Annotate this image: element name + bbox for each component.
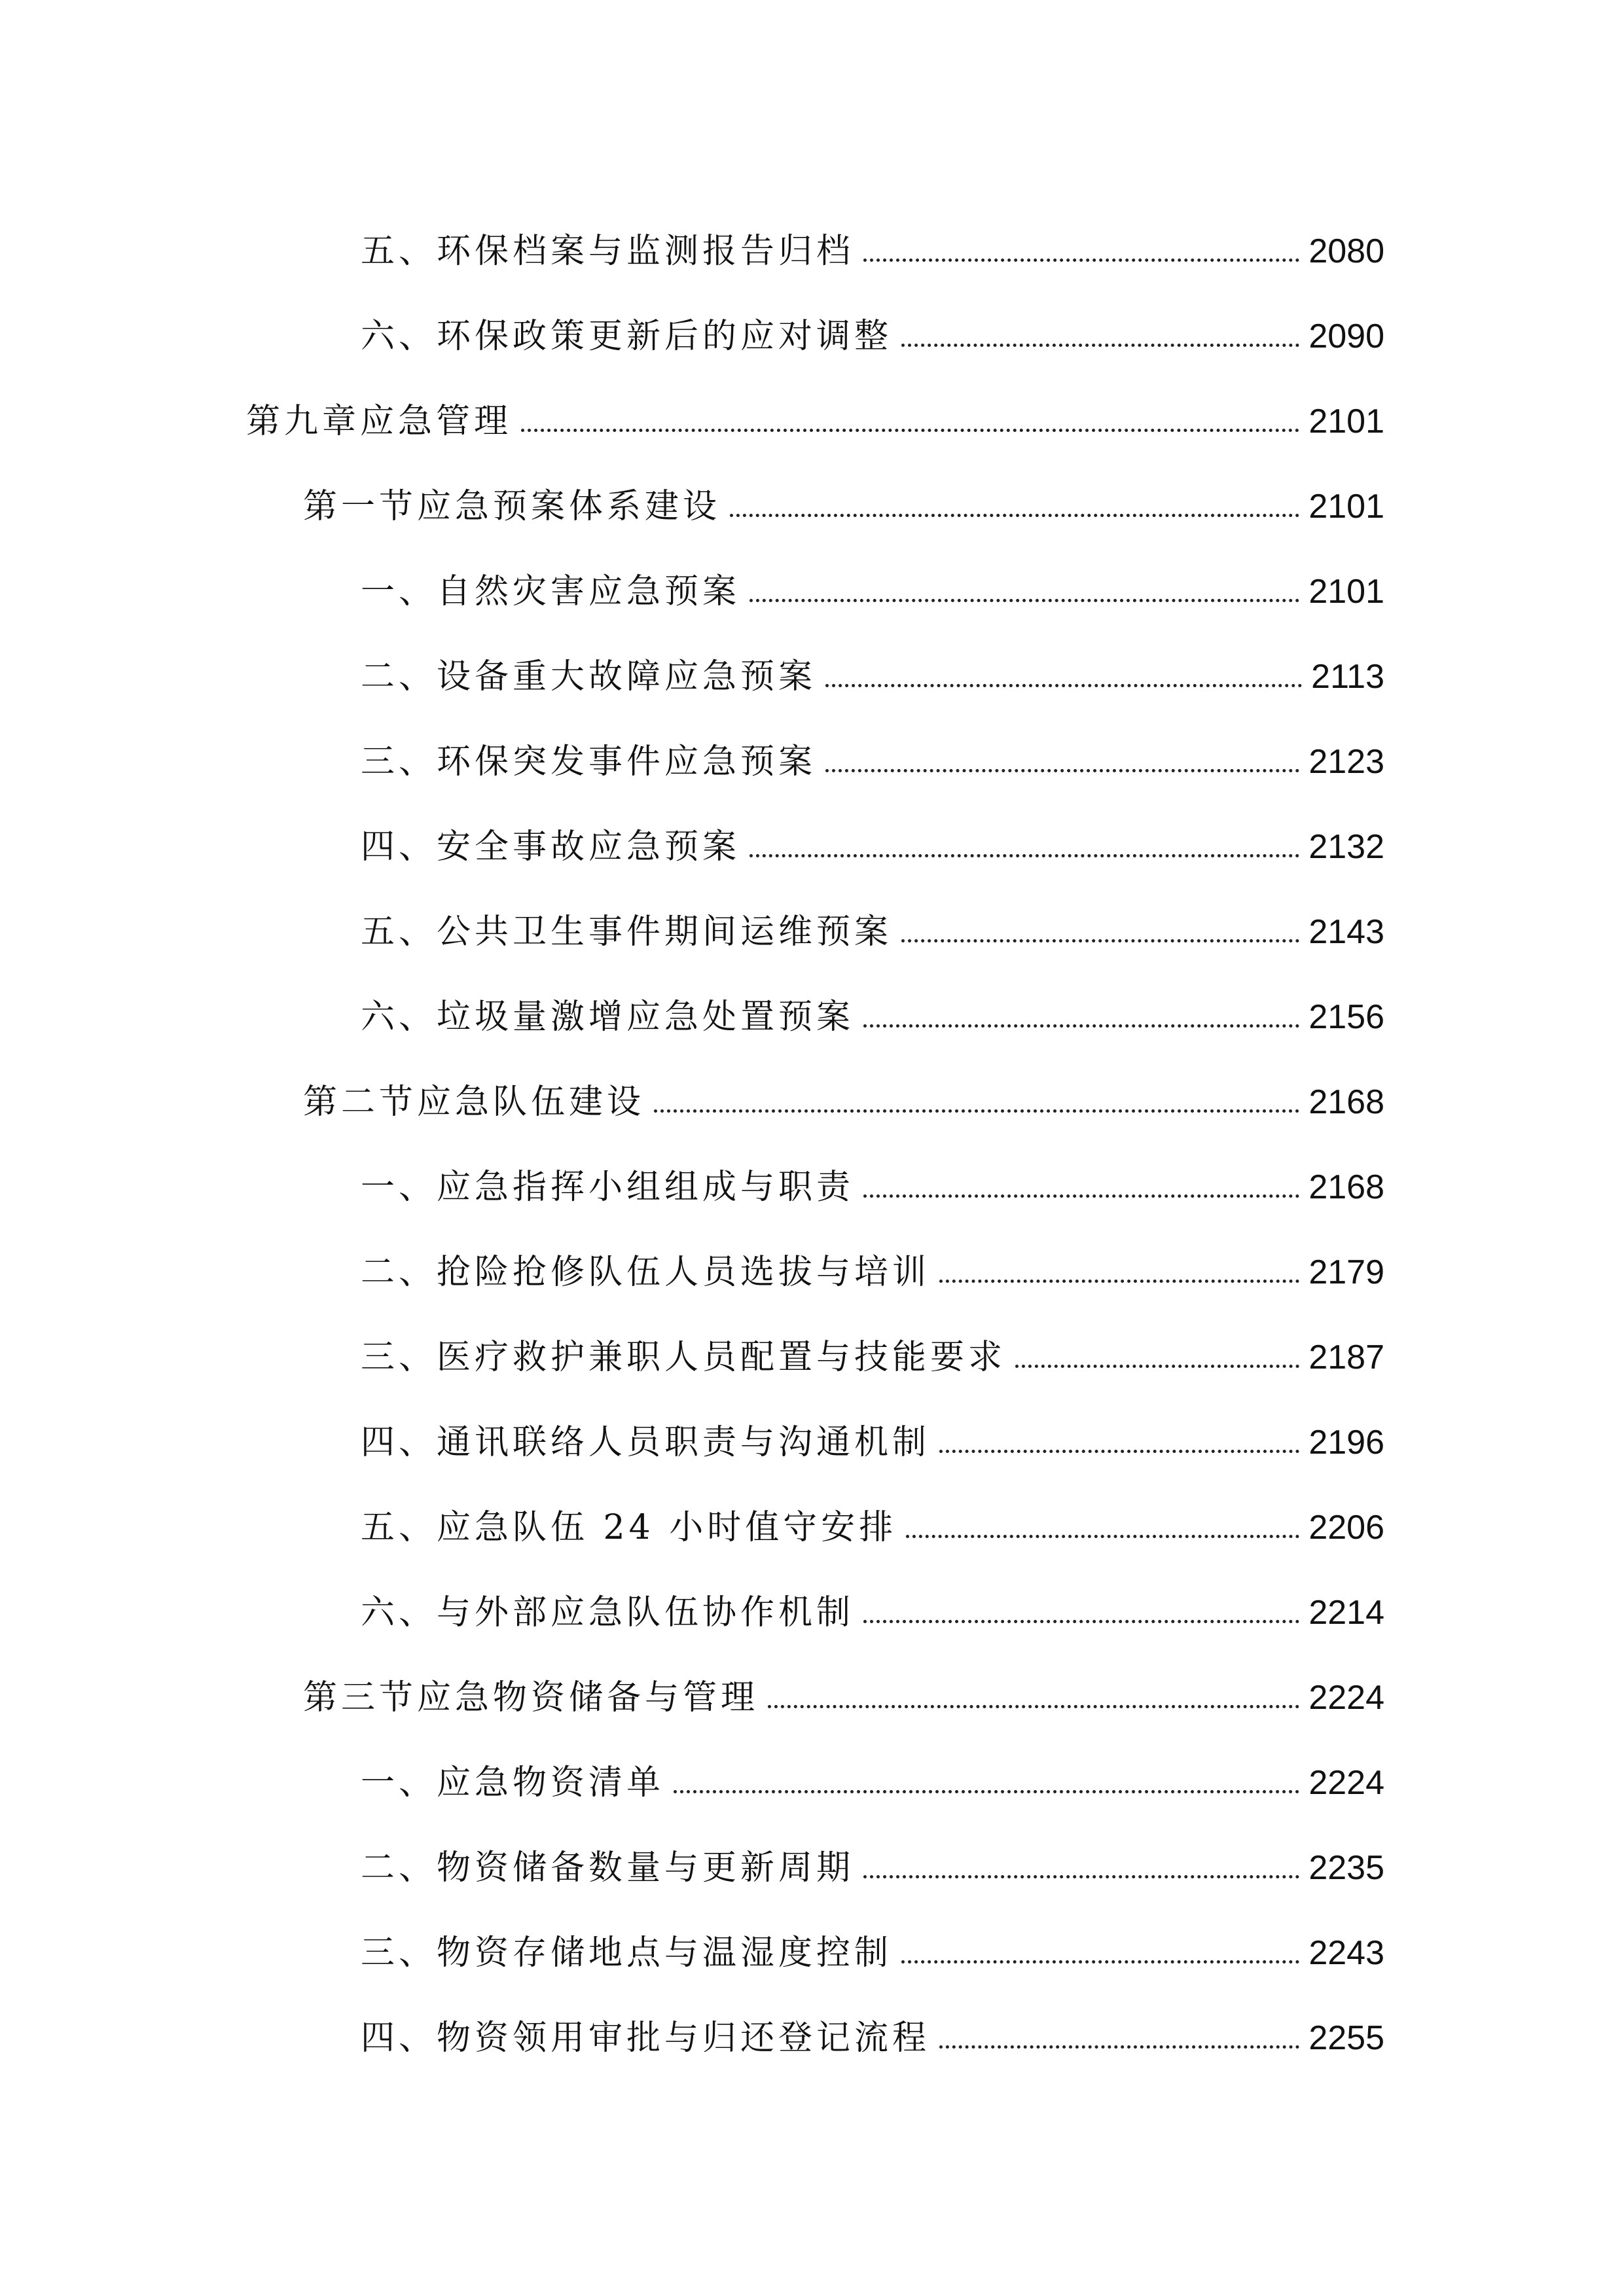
toc-entry-title: 五、环保档案与监测报告归档 — [361, 232, 855, 271]
toc-entry[interactable] — [361, 982, 1384, 1037]
toc-entry-title: 二、设备重大故障应急预案 — [361, 657, 817, 696]
toc-dot-leader — [768, 1705, 1299, 1708]
toc-entry-title: 六、垃圾量激增应急处置预案 — [361, 997, 855, 1037]
toc-dot-leader — [901, 1960, 1299, 1964]
toc-page-number: 2179 — [1308, 1253, 1384, 1291]
toc-dot-leader — [939, 2045, 1299, 2049]
toc-entry-section[interactable] — [303, 1067, 1384, 1122]
toc-dot-leader — [1015, 1365, 1299, 1368]
toc-entry-title: 三、医疗救护兼职人员配置与技能要求 — [361, 1338, 1007, 1377]
toc-entry[interactable] — [361, 301, 1384, 356]
toc-entry-title: 第二节应急队伍建设 — [303, 1083, 645, 1122]
toc-dot-leader — [749, 599, 1299, 602]
toc-entry-title: 三、环保突发事件应急预案 — [361, 742, 817, 781]
toc-page-number: 2187 — [1308, 1338, 1384, 1376]
toc-dot-leader — [730, 514, 1299, 517]
toc-page-number: 2224 — [1308, 1679, 1384, 1717]
toc-entry-title: 二、抢险抢修队伍人员选拔与培训 — [361, 1253, 931, 1292]
toc-page-number: 2132 — [1308, 828, 1384, 866]
toc-entry-title: 三、物资存储地点与温湿度控制 — [361, 1933, 893, 1973]
toc-page-number: 2235 — [1308, 1849, 1384, 1887]
toc-dot-leader — [521, 429, 1299, 432]
toc-entry-title: 五、应急队伍 24 小时值守安排 — [361, 1508, 897, 1547]
toc-page-number: 2101 — [1308, 573, 1384, 611]
toc-entry[interactable] — [361, 556, 1384, 609]
toc-entry-title: 四、物资领用审批与归还登记流程 — [361, 2018, 931, 2058]
toc-entry[interactable] — [361, 216, 1384, 271]
toc-entry[interactable] — [361, 2003, 1384, 2058]
toc-dot-leader — [863, 1194, 1299, 1198]
toc-page-number: 2243 — [1308, 1934, 1384, 1972]
toc-dot-leader — [939, 1280, 1299, 1283]
toc-dot-leader — [863, 1620, 1299, 1623]
toc-dot-leader — [863, 1024, 1299, 1028]
toc-entry-title: 一、应急物资清单 — [361, 1763, 665, 1803]
toc-dot-leader — [901, 344, 1299, 347]
toc-entry-title: 二、物资储备数量与更新周期 — [361, 1848, 855, 1888]
toc-entry-section[interactable] — [303, 471, 1384, 524]
toc-dot-leader — [825, 769, 1299, 772]
toc-page-number: 2206 — [1308, 1509, 1384, 1547]
toc-entry[interactable] — [361, 897, 1384, 952]
toc-page-number: 2224 — [1308, 1764, 1384, 1802]
toc-entry[interactable] — [361, 1577, 1384, 1630]
toc-page-number: 2255 — [1308, 2019, 1384, 2057]
toc-entry-section[interactable] — [303, 1662, 1384, 1715]
toc-page-number: 2080 — [1308, 232, 1384, 270]
toc-page-number: 2101 — [1308, 488, 1384, 526]
toc-dot-leader — [863, 259, 1299, 262]
toc-entry[interactable] — [361, 1748, 1384, 1803]
toc-entry-title: 六、与外部应急队伍协作机制 — [361, 1593, 855, 1632]
toc-page-number: 2168 — [1308, 1083, 1384, 1121]
toc-dot-leader — [863, 1875, 1299, 1878]
toc-page-number: 2168 — [1308, 1168, 1384, 1206]
toc-page-number: 2101 — [1308, 403, 1384, 440]
toc-page-number: 2214 — [1308, 1594, 1384, 1632]
toc-entry[interactable] — [361, 1492, 1384, 1545]
toc-dot-leader — [654, 1109, 1299, 1113]
toc-entry-title: 五、公共卫生事件期间运维预案 — [361, 912, 893, 952]
toc-entry[interactable] — [361, 1237, 1384, 1292]
toc-page-number: 2123 — [1308, 743, 1384, 781]
toc-dot-leader — [939, 1450, 1299, 1453]
toc-entry-chapter[interactable] — [246, 386, 1384, 439]
toc-dot-leader — [825, 684, 1302, 687]
toc-dot-leader — [749, 854, 1299, 857]
toc-dot-leader — [906, 1535, 1299, 1538]
toc-entry-title: 四、安全事故应急预案 — [361, 827, 741, 867]
toc-entry[interactable] — [361, 1833, 1384, 1888]
toc-entry[interactable] — [361, 1322, 1384, 1377]
toc-entry-title: 四、通讯联络人员职责与沟通机制 — [361, 1423, 931, 1462]
toc-page-number: 2113 — [1311, 658, 1384, 696]
toc-page-number: 2090 — [1308, 317, 1384, 355]
toc-entry[interactable] — [361, 641, 1384, 694]
toc-entry[interactable] — [361, 1918, 1384, 1973]
toc-entry-title: 一、自然灾害应急预案 — [361, 572, 741, 611]
toc-page-number: 2196 — [1308, 1424, 1384, 1462]
toc-entry-title: 六、环保政策更新后的应对调整 — [361, 317, 893, 356]
toc-page-number: 2143 — [1308, 913, 1384, 951]
toc-entry-title: 第三节应急物资储备与管理 — [303, 1678, 759, 1717]
toc-entry-title: 一、应急指挥小组组成与职责 — [361, 1168, 855, 1207]
toc-page-number: 2156 — [1308, 998, 1384, 1036]
toc-dot-leader — [674, 1790, 1299, 1793]
toc-entry[interactable] — [361, 1152, 1384, 1207]
toc-entry[interactable] — [361, 1407, 1384, 1460]
toc-entry-title: 第一节应急预案体系建设 — [303, 487, 721, 526]
toc-dot-leader — [901, 939, 1299, 942]
toc-entry-title: 第九章应急管理 — [246, 402, 513, 441]
toc-entry[interactable] — [361, 812, 1384, 867]
toc-entry[interactable] — [361, 726, 1384, 779]
